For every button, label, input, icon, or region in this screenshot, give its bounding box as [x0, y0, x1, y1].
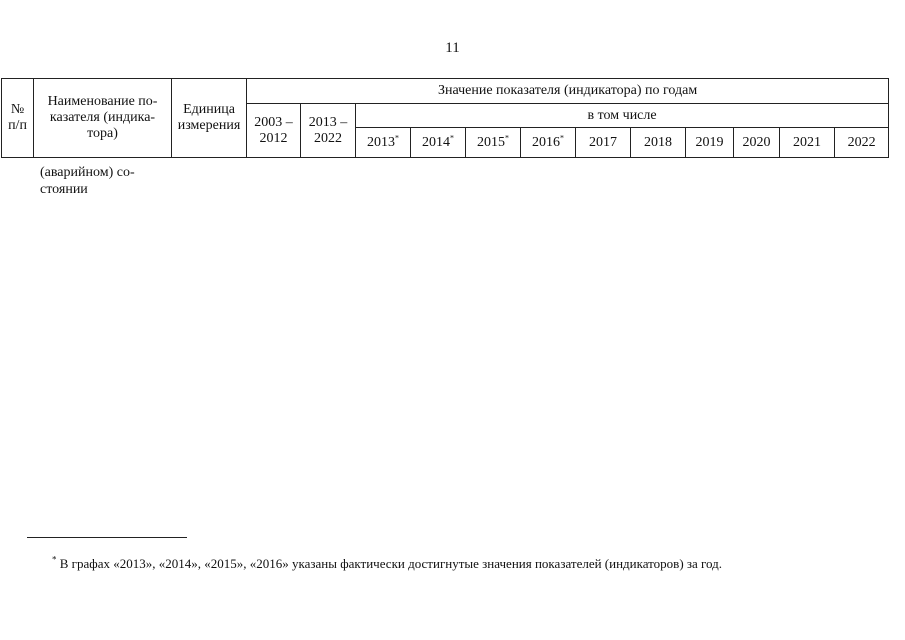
header-year-2017: [576, 128, 631, 158]
footnote: [52, 556, 722, 572]
header-indicator-name-text: Наименование по- казателя (индика- тора): [47, 94, 158, 141]
header-year-2013: [356, 128, 411, 158]
footnote-mark: *: [450, 132, 454, 142]
footnote-mark: *: [395, 132, 399, 142]
footnote-mark: *: [560, 132, 564, 142]
header-year-2019: [686, 128, 734, 158]
indicator-name-continued-text: (аварийном) со- стоянии: [40, 165, 135, 197]
year-label: 2020: [742, 134, 771, 150]
header-unit: [172, 79, 247, 158]
footnote-mark: *: [505, 132, 509, 142]
header-number: [2, 79, 34, 158]
header-unit-text: Единица измерения: [177, 102, 241, 133]
header-period-1-text: 2003 – 2012: [254, 114, 293, 146]
year-label: 2017: [589, 134, 617, 150]
year-label: 2022: [847, 134, 876, 150]
indicator-name-continued: [36, 164, 135, 198]
header-year-2021: [780, 128, 835, 158]
header-values-group: Значение показателя (индикатора) по годам: [247, 79, 889, 104]
header-period-2003-2012: [247, 104, 301, 158]
year-label: 2016: [532, 134, 560, 150]
footnote-divider: [27, 537, 187, 538]
year-label: 2021: [793, 134, 821, 150]
footnote-asterisk: *: [52, 554, 57, 565]
table-continuation: [36, 164, 135, 198]
year-label: 2014: [422, 134, 450, 150]
year-label: 2019: [695, 134, 724, 150]
header-period-2-text: 2013 – 2022: [308, 114, 348, 146]
page-number: 11: [445, 40, 460, 56]
header-year-2020: [734, 128, 780, 158]
header-year-2015: [466, 128, 521, 158]
year-label: 2013: [367, 134, 395, 150]
header-year-2016: [521, 128, 576, 158]
footnote-text: В графах «2013», «2014», «2015», «2016» указаны фактически достигнутые значения показателей (индикаторов) за год.: [56, 556, 723, 571]
year-label: 2018: [644, 134, 672, 150]
header-including: в том числе: [356, 104, 889, 128]
header-period-2013-2022: [301, 104, 356, 158]
header-year-2022: [835, 128, 889, 158]
year-label: 2015: [477, 134, 505, 150]
header-number-text: № п/п: [8, 102, 27, 133]
header-year-2014: [411, 128, 466, 158]
header-year-2018: [631, 128, 686, 158]
header-indicator-name: [34, 79, 172, 158]
indicators-table: [1, 78, 889, 158]
